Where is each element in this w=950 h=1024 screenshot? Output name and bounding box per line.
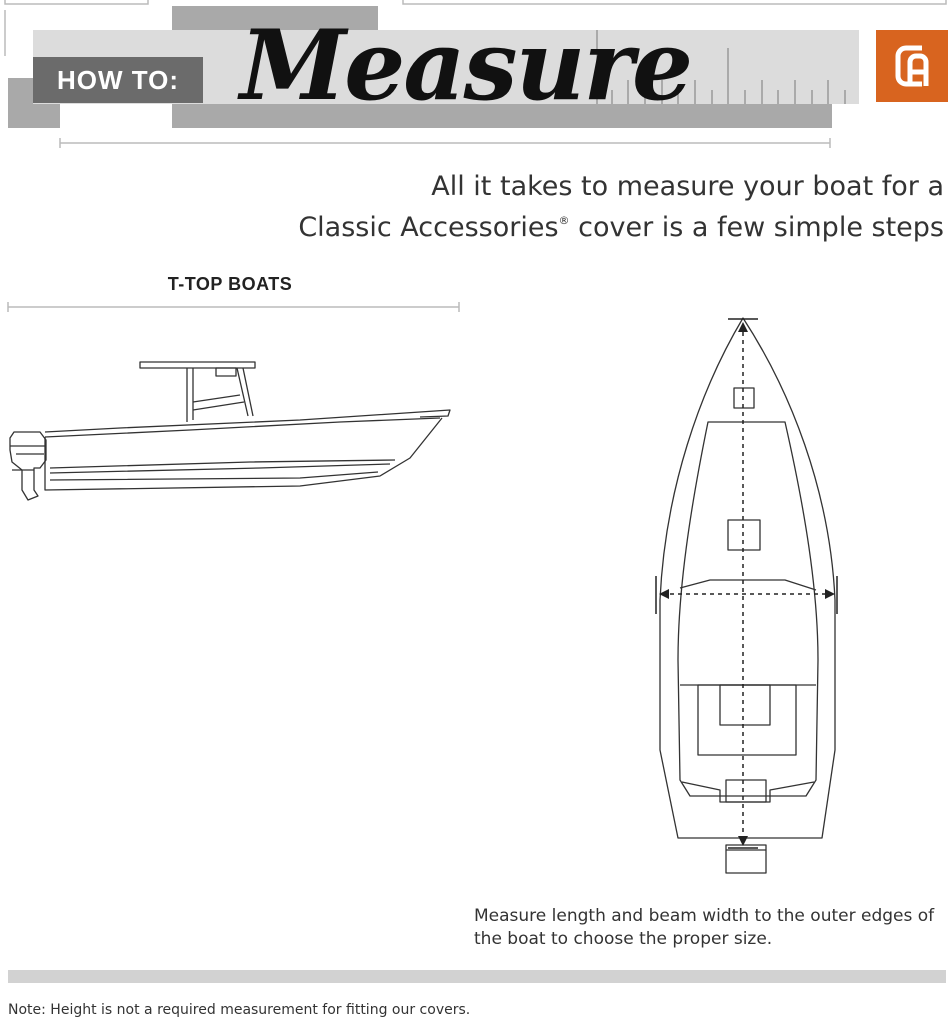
logo-mark-icon [876,30,948,102]
footer-divider-bar [8,970,946,983]
section-divider [0,300,470,314]
intro-line-2 [298,204,944,245]
how-to-label: HOW TO: [33,57,203,103]
section-title: T-TOP BOATS [167,274,293,294]
intro-text [298,170,944,245]
intro-line-1: All it takes to measure your boat for a [431,171,944,202]
intro-brand: Classic Accessories [298,212,559,243]
boat-side-view-illustration [0,350,460,510]
measure-instructions: Measure length and beam width to the outer edges of the boat to choose the proper size. [474,906,935,949]
brand-logo [876,30,948,102]
intro-line-2-rest: cover is a few simple steps [569,212,944,243]
boat-top-view-illustration [640,310,850,880]
registered-mark: ® [558,214,570,227]
page-title: Measure [240,9,692,122]
footnote: Note: Height is not a required measurement for fitting our covers. [8,1002,471,1018]
